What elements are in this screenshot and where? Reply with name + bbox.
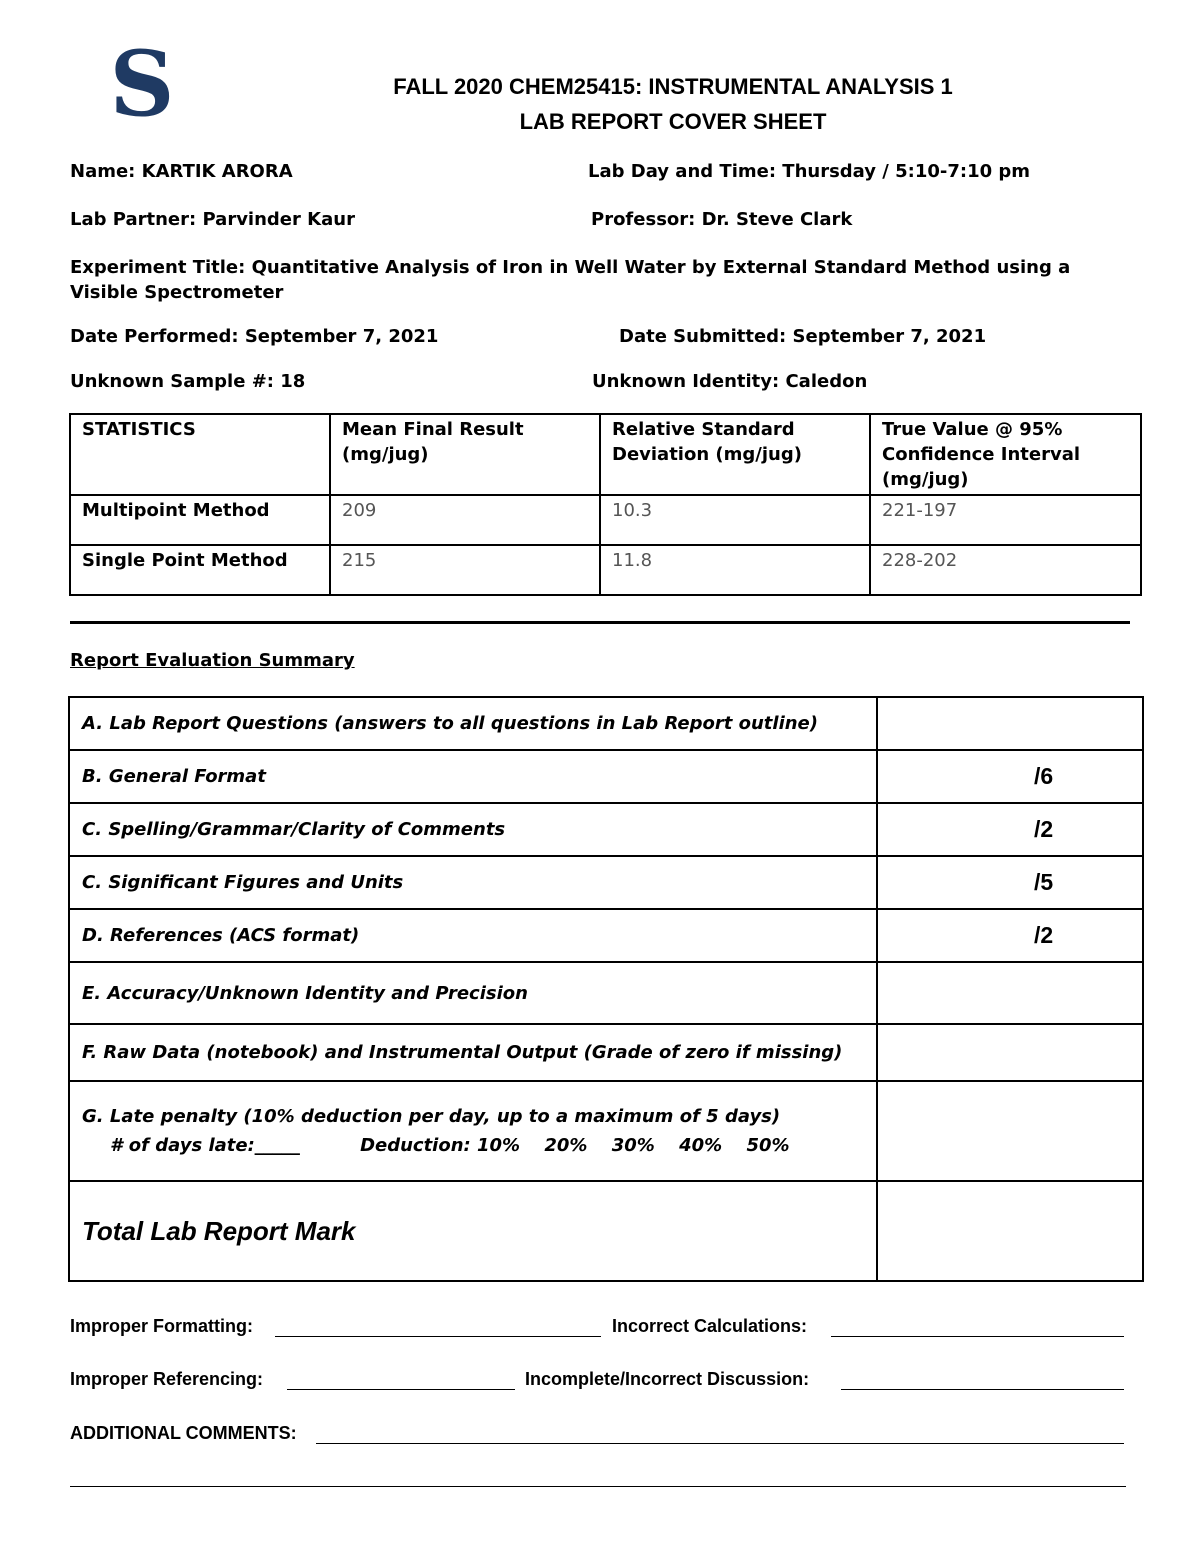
days-late: # of days late:_____	[110, 1135, 300, 1156]
score-cell: /5	[877, 856, 1143, 909]
rsd-value: 10.3	[600, 495, 870, 545]
table-row	[69, 962, 1143, 1024]
page-subtitle: LAB REPORT COVER SHEET	[519, 109, 827, 134]
deduction-label: Deduction: 10%	[360, 1135, 521, 1156]
table-row	[70, 545, 1141, 595]
score-cell	[877, 1081, 1143, 1181]
incorrect-calculations-label: Incorrect Calculations:	[612, 1316, 808, 1336]
experiment-title-cont: Visible Spectrometer	[70, 282, 284, 303]
header-rsd: Relative Standard Deviation (mg/jug)	[600, 414, 870, 495]
method-label: Single Point Method	[70, 545, 330, 595]
college-logo	[112, 45, 172, 125]
score-cell	[877, 1024, 1143, 1081]
lab-day-time: Lab Day and Time: Thursday / 5:10-7:10 pm	[588, 161, 1031, 182]
deduction-option: 20%	[544, 1135, 588, 1156]
header-statistics: STATISTICS	[70, 414, 330, 495]
svg-text:S: S	[112, 45, 172, 125]
table-row	[69, 1081, 1143, 1181]
table-row	[69, 697, 1143, 750]
additional-comments-label: ADDITIONAL COMMENTS:	[70, 1423, 297, 1443]
table-row	[69, 1181, 1143, 1281]
professor: Professor: Dr. Steve Clark	[591, 209, 853, 230]
late-penalty-text: G. Late penalty (10% deduction per day, up to a maximum of 5 days)	[82, 1106, 781, 1127]
header-mean: Mean Final Result (mg/jug)	[330, 414, 600, 495]
score-cell: /6	[877, 750, 1143, 803]
logo-mark	[112, 45, 172, 125]
page-title: FALL 2020 CHEM25415: INSTRUMENTAL ANALYSIS 1	[393, 74, 953, 99]
table-row	[69, 909, 1143, 962]
deduction-option: 40%	[679, 1135, 723, 1156]
table-row	[69, 750, 1143, 803]
criterion: D. References (ACS format)	[69, 909, 877, 962]
score-cell	[877, 697, 1143, 750]
score-cell	[877, 962, 1143, 1024]
student-name: Name: KARTIK ARORA	[70, 161, 293, 182]
incomplete-discussion-line	[841, 1389, 1124, 1390]
mean-value: 215	[330, 545, 600, 595]
incomplete-discussion-label: Incomplete/Incorrect Discussion:	[525, 1369, 810, 1389]
improper-referencing-label: Improper Referencing:	[70, 1369, 264, 1389]
mean-value: 209	[330, 495, 600, 545]
deduction-option: 50%	[746, 1135, 790, 1156]
date-submitted: Date Submitted: September 7, 2021	[619, 326, 987, 347]
lab-partner: Lab Partner: Parvinder Kaur	[70, 209, 355, 230]
late-penalty	[69, 1081, 877, 1181]
evaluation-heading: Report Evaluation Summary	[70, 650, 355, 671]
improper-referencing-line	[287, 1389, 515, 1390]
criterion: C. Significant Figures and Units	[69, 856, 877, 909]
evaluation-table	[68, 696, 1144, 1282]
unknown-sample: Unknown Sample #: 18	[70, 371, 306, 392]
criterion: F. Raw Data (notebook) and Instrumental Output (Grade of zero if missing)	[69, 1024, 877, 1081]
criterion: E. Accuracy/Unknown Identity and Precision	[69, 962, 877, 1024]
section-divider	[70, 621, 1130, 624]
table-header-row	[70, 414, 1141, 495]
table-row	[69, 803, 1143, 856]
deduction-option: 30%	[611, 1135, 655, 1156]
total-mark-label: Total Lab Report Mark	[69, 1181, 877, 1281]
date-performed: Date Performed: September 7, 2021	[70, 326, 439, 347]
experiment-title: Experiment Title: Quantitative Analysis of Iron in Well Water by External Standard Method using a	[70, 257, 1071, 278]
header-true-value: True Value @ 95% Confidence Interval (mg/jug)	[870, 414, 1141, 495]
late-penalty-detail	[82, 1135, 864, 1156]
ci-value: 221-197	[870, 495, 1141, 545]
statistics-table	[69, 413, 1142, 596]
unknown-identity: Unknown Identity: Caledon	[592, 371, 868, 392]
table-row	[70, 495, 1141, 545]
ci-value: 228-202	[870, 545, 1141, 595]
table-row	[69, 1024, 1143, 1081]
improper-formatting-label: Improper Formatting:	[70, 1316, 253, 1336]
improper-formatting-line	[275, 1336, 601, 1337]
additional-comments-line	[316, 1443, 1124, 1444]
criterion: B. General Format	[69, 750, 877, 803]
method-label: Multipoint Method	[70, 495, 330, 545]
additional-comments-line-2	[70, 1486, 1126, 1487]
table-row	[69, 856, 1143, 909]
criterion: C. Spelling/Grammar/Clarity of Comments	[69, 803, 877, 856]
criterion: A. Lab Report Questions (answers to all questions in Lab Report outline)	[69, 697, 877, 750]
score-cell: /2	[877, 803, 1143, 856]
score-cell: /2	[877, 909, 1143, 962]
total-mark-cell	[877, 1181, 1143, 1281]
rsd-value: 11.8	[600, 545, 870, 595]
incorrect-calculations-line	[831, 1336, 1124, 1337]
